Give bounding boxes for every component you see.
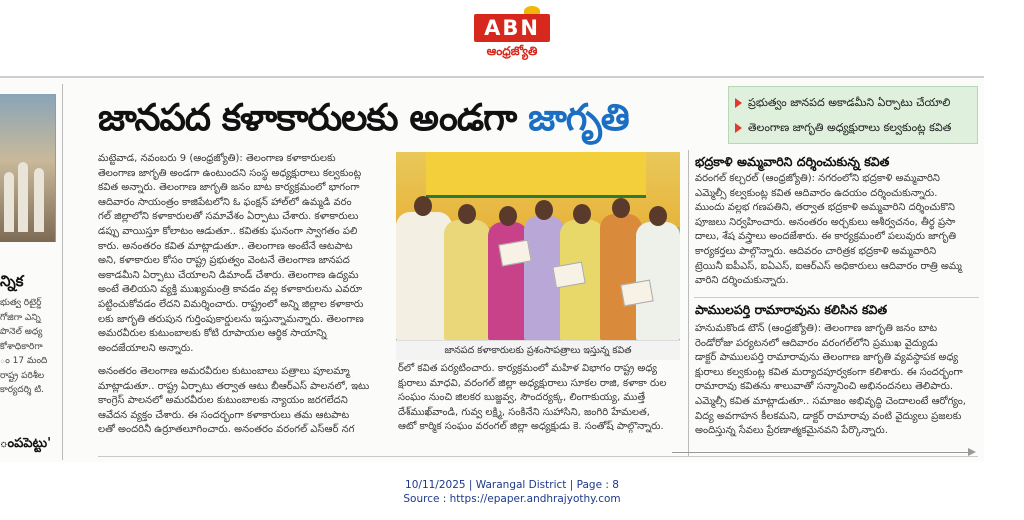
article-body-col-a-continued bbox=[98, 365, 392, 438]
text-line: తెలంగాణ జాగృతి అండగా ఉంటుందని సంస్థ అధ్యక్షురాలు కల్వకుంట్ల bbox=[98, 167, 362, 179]
footer-date-page: 10/11/2025 | Warangal District | Page : 8 bbox=[405, 479, 619, 491]
text-line: దేశ్‌ముఖ్‌వాండి, గువ్వ లక్ష్మి, సంకినేని సుహాసిని, జంగిరి హేమలత, bbox=[398, 406, 650, 418]
photo-person-head bbox=[414, 196, 432, 216]
highlight-text: తెలంగాణ జాగృతి అధ్యక్షురాలు కల్వకుంట్ల కవిత bbox=[748, 121, 952, 134]
top-rule bbox=[0, 76, 984, 78]
highlight-item bbox=[735, 96, 950, 112]
photo-person-head bbox=[649, 206, 667, 226]
text-line: లతో అందరినీ ఉర్రూతలూగించారు. అనంతరం వరంగల్ ఎస్ఆర్ నగ bbox=[98, 424, 355, 436]
text-line: క్షురాలు కల్వకుంట్ల కవిత మర్యాదపూర్వకంగా కలిశారు. ఈ సందర్భంగా bbox=[695, 366, 963, 378]
sub-article-heading-2: పాములపర్తి రామారావును కలిసిన కవిత bbox=[695, 302, 888, 317]
text-line: పూజలు నిర్వహించారు. అనంతరం అర్చకులు ఆశీర్వచనం, తీర్థ ప్రసా bbox=[695, 216, 956, 228]
highlights-box bbox=[728, 86, 978, 144]
highlight-item bbox=[735, 121, 951, 137]
text-line: విద్య అవగాహన కీలకమని, డాక్టర్ రామారావు వంటి వైద్యులు ప్రజలకు bbox=[695, 410, 962, 422]
sub-article-body-2 bbox=[695, 322, 979, 439]
left-article-text bbox=[0, 296, 56, 398]
left-article-heading-2: ంపపెట్టు' bbox=[0, 436, 52, 451]
arrow-bullet-icon bbox=[735, 98, 742, 108]
text-line: కోశాధికారిగా bbox=[0, 341, 43, 352]
text-line: భుత్వ రిటైర్డ్ bbox=[0, 298, 42, 308]
text-line: మట్టెవాడ, నవంబరు 9 (ఆంధ్రజ్యోతి): తెలంగాణ కళాకారులకు bbox=[98, 153, 336, 164]
column-divider bbox=[688, 150, 689, 456]
text-line: ట్రెయినీ ఐపీఎస్, ఐఏఎస్, ఐఆర్ఎస్ అధికారులు ఆదివారం రాత్రి అమ్మ bbox=[695, 260, 962, 272]
text-line: లకు జాగృతి తరుపున గుర్తింపుకార్డులను ఇస్తున్నామన్నారు. తెలంగాణ bbox=[98, 313, 364, 325]
continue-arrow-icon bbox=[968, 448, 976, 456]
text-line: కార్యకర్తలు పాల్గొన్నారు. ఆదివరం చారిత్రక భద్రకాళి అమ్మవారిని bbox=[695, 245, 937, 257]
text-line: ఆటో కార్మిక సంఘం వరంగల్ జిల్లా అధ్యక్షుడు కె. సంతోష్ పాల్గొన్నారు. bbox=[398, 421, 664, 433]
sub-article-heading: భద్రకాళి అమ్మవారిని దర్శించుకున్న కవిత bbox=[695, 154, 890, 169]
logo-subtitle: ఆంధ్రజ్యోతి bbox=[486, 44, 538, 58]
photo-person-head bbox=[573, 204, 591, 224]
text-line: అకాడమీని ఏర్పాటు చేయాలని డిమాండ్ చేశారు. తెలంగాణ ఉద్యమ bbox=[98, 269, 359, 281]
text-line: అందిస్తున్న సేవలు ప్రేరణాత్మకమైనవని పేర్కొన్నారు. bbox=[695, 425, 888, 437]
text-line: కారు. అనంతరం కవిత మాట్లాడుతూ.. తెలంగాణ అంటేనే ఆటపాట bbox=[98, 240, 353, 252]
highlight-text: ప్రభుత్వం జానపద అకాడమీని ఏర్పాటు చేయాలి bbox=[748, 96, 951, 109]
text-line: కార్యదర్శి టి. bbox=[0, 385, 45, 395]
text-line: మాట్లాడుతూ.. రాష్ట్ర ఏర్పాటు తర్వాత ఆటు బీఆర్ఎస్ పాలనలో, ఇటు bbox=[98, 380, 370, 392]
headline-accent: జాగృతి bbox=[528, 96, 629, 139]
text-line: ర్‌లో కవిత పర్యటించారు. కార్యక్రమంలో మహిళ విభాగం రాష్ట్ర అధ్య bbox=[398, 363, 657, 374]
left-cropped-photo bbox=[0, 94, 56, 242]
text-line: అమరవీరుల కుటుంబాలకు కోటి రూపాయల ఆర్థిక సాయాన్ని bbox=[98, 328, 327, 340]
text-line: డప్పు వాయిస్తూ కోలాటం ఆడుతూ.. కవితకు ఘనంగా స్వాగతం పలి bbox=[98, 225, 358, 237]
photo-person-head bbox=[499, 206, 517, 226]
text-line: వరంగల్ కల్చరల్ (ఆంధ్రజ్యోతి): నగరంలోని భద్రకాళి అమ్మవారిని bbox=[695, 173, 940, 184]
text-line: అంటే తెలియని వ్యక్తి ముఖ్యమంత్రి కావడం వల్ల కళాకారులను ఎవరూ bbox=[98, 284, 363, 296]
text-line: సంఘం నుంచి జిలకర బుజ్జవ్వ, సౌందర్యక్క, లింగాకుయ్య, ముత్తే bbox=[398, 392, 646, 404]
text-line: అందజేయాలని అన్నారు. bbox=[98, 342, 194, 354]
column-divider bbox=[62, 84, 63, 460]
text-line: ముందు వల్లభ గణపతిని, తర్వాత భద్రకాళి అమ్మవారిని దర్శించుకొని bbox=[695, 202, 955, 214]
photo-backdrop-banner bbox=[426, 152, 646, 198]
text-line: రామారావు కవితను శాలువాతో సన్మానించి అభినందనలు తెలిపారు. bbox=[695, 381, 954, 393]
photo-person-head bbox=[458, 204, 476, 224]
photo-figure bbox=[4, 172, 14, 232]
text-line: రాష్ట్ర పరిశీల bbox=[0, 370, 45, 381]
text-line: డాక్టర్ పాములపర్తి రామారావును తెలంగాణ జాగృతి వ్యవస్థాపక అధ్య bbox=[695, 352, 959, 364]
photo-person-head bbox=[612, 198, 630, 218]
text-line: ఆదివారం సాయంత్రం కాజిపేటలోని ఓ ఫంక్షన్ హాల్‌లో ఉమ్మడి వరం bbox=[98, 196, 352, 208]
text-line: ం 17 మంది bbox=[0, 356, 48, 366]
photo-person-head bbox=[535, 200, 553, 220]
photo-caption: జానపద కళాకారులకు ప్రశంసాపత్రాలు ఇస్తున్న కవిత bbox=[396, 340, 680, 360]
section-divider bbox=[694, 297, 979, 298]
text-line: క్షురాలు మాధవి, వరంగల్ జిల్లా అధ్యక్షురాలు సూకల రాజి, కళాకా రుల bbox=[398, 377, 667, 389]
text-line: కవిత అన్నారు. తెలంగాణ జాగృతి జనం బాట కార్యక్రమంలో భాగంగా bbox=[98, 182, 360, 194]
text-line: ఆవేదన వ్యక్తం చేశారు. ఈ సందర్భంగా కళాకారులు తమ ఆటపాట bbox=[98, 409, 350, 421]
text-line: పట్టించుకోవడం లేదని విమర్శించారు. రాష్ట్రంలో అన్ని జిల్లాల కళాకారు bbox=[98, 298, 364, 310]
text-line: అనంతరం తెలంగాణ అమరవీరుల కుటుంబాలు పత్రాలు పూలమ్మా bbox=[98, 366, 350, 377]
arrow-bullet-icon bbox=[735, 123, 742, 133]
continue-arrow-line bbox=[672, 452, 972, 453]
text-line: కాంగ్రెస్ పాలనలో అమరవీరుల కుటుంబాలకు న్యాయం జరగలేదని bbox=[98, 395, 348, 407]
footer-source-link[interactable]: Source : https://epaper.andhrajyothy.com bbox=[403, 493, 621, 505]
logo-abn-text: ABN bbox=[474, 14, 550, 42]
text-line: రెండోరోజు పర్యటనలో ఆదివారం వరంగల్‌లోని ప్రముఖ వైద్యుడు bbox=[695, 337, 938, 349]
text-line: గల్ జిల్లాలోని కళాకారులతో సమావేశం ఏర్పాటు చేశారు. కళాకారులు bbox=[98, 211, 359, 223]
photo-person bbox=[444, 220, 490, 340]
text-line: అని, కళాకారుల కోసం రాష్ట్ర ప్రభుత్వం వెంటనే తెలంగాణ జానపద bbox=[98, 255, 350, 267]
sub-article-body bbox=[695, 172, 979, 289]
photo-figure bbox=[18, 162, 28, 232]
text-line: హనుమకొండ టౌన్ (ఆంధ్రజ్యోతి): తెలంగాణ జాగృతి జనం బాట bbox=[695, 323, 938, 334]
headline-main: జానపద కళాకారులకు అండగా bbox=[98, 96, 517, 139]
photo-figure bbox=[34, 168, 44, 232]
text-line: దాలు, శేష వస్త్రాలు అందజేశారు. ఈ కార్యక్రమంలో పలువురు జాగృతి bbox=[695, 231, 957, 243]
text-line: వారిని దర్శించుకున్నారు. bbox=[695, 275, 789, 287]
bottom-rule bbox=[98, 456, 978, 457]
text-line: పొనెల్ అధ్య bbox=[0, 327, 43, 337]
main-headline bbox=[98, 96, 629, 148]
text-line: ఎమ్మెల్సీ కల్వకుంట్ల కవిత ఆదివారం ఉదయం దర్శించుకున్నారు. bbox=[695, 187, 938, 199]
article-body-col-b bbox=[398, 362, 680, 435]
left-article-heading: న్నిక bbox=[0, 272, 24, 290]
text-line: గోజిగా ఎన్ని bbox=[0, 312, 41, 323]
article-body-col-a bbox=[98, 152, 392, 356]
abn-andhrajyothy-logo bbox=[462, 6, 562, 62]
text-line: ఎమ్మెల్సీ కవిత మాట్లాడుతూ.. సమాజం అభివృద్ధి చెందాలంటే ఆరోగ్యం, bbox=[695, 395, 966, 407]
source-footer bbox=[0, 478, 1024, 506]
news-photo bbox=[396, 152, 680, 340]
